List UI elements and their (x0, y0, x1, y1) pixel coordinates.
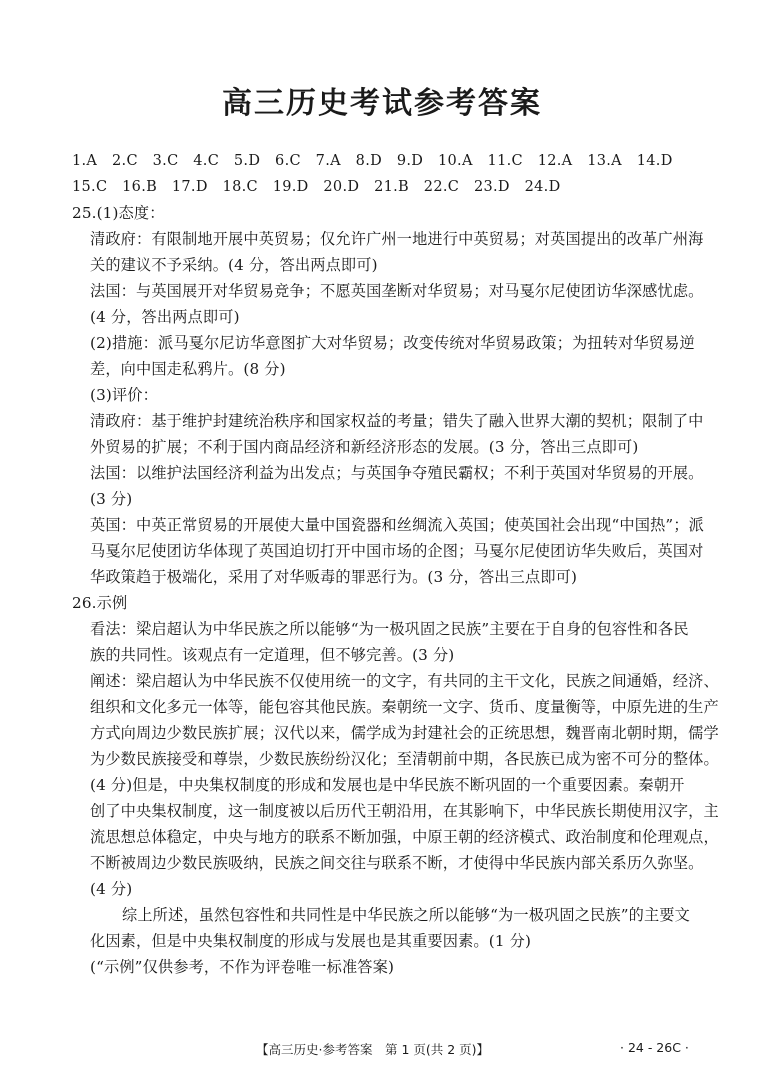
mc-answers-row-2: 15.C 16.B 17.D 18.C 19.D 20.D 21.B 22.C 23.D 24.D (72, 179, 561, 195)
q26-view-1: 看法：梁启超认为中华民族之所以能够“为一极巩固之民族”主要在于自身的包容性和各民 (90, 620, 689, 638)
q26-explain-1: 阐述：梁启超认为中华民族不仅使用统一的文字，有共同的主干文化，民族之间通婚，经济、 (90, 672, 719, 690)
q25-measures-1: (2)措施：派马戛尔尼访华意图扩大对华贸易；改变传统对华贸易政策；为扭转对华贸易逆 (90, 334, 695, 352)
q25-eval-uk-3: 华政策趋于极端化，采用了对华贩毒的罪恶行为。(3 分，答出三点即可) (90, 568, 578, 586)
q26-summary-2: 化因素，但是中央集权制度的形成与发展也是其重要因素。(1 分) (90, 932, 532, 950)
q26-heading: 26.示例 (72, 594, 128, 612)
q26-explain-9: (4 分) (90, 880, 133, 898)
footer-page-label: 【高三历史·参考答案 第 1 页(共 2 页)】 (256, 1042, 490, 1057)
q26-explain-5: (4 分)但是，中央集权制度的形成和发展也是中华民族不断巩固的一个重要因素。秦朝开 (90, 776, 685, 794)
q25-eval-france-1: 法国：以维护法国经济利益为出发点；与英国争夺殖民霸权；不利于英国对华贸易的开展。 (90, 464, 704, 482)
q25-eval-uk-2: 马戛尔尼使团访华体现了英国迫切打开中国市场的企图；马戛尔尼使团访华失败后，英国对 (90, 542, 704, 560)
q26-explain-4: 为少数民族接受和尊崇，少数民族纷纷汉化；至清朝前中期，各民族已成为密不可分的整体。 (90, 750, 719, 768)
q25-qing-line-1: 清政府：有限制地开展中英贸易；仅允许广州一地进行中英贸易；对英国提出的改革广州海 (90, 230, 704, 248)
q26-explain-3: 方式向周边少数民族扩展；汉代以来，儒学成为封建社会的正统思想，魏晋南北朝时期，儒学 (90, 724, 719, 742)
q25-eval-qing-2: 外贸易的扩展；不利于国内商品经济和新经济形态的发展。(3 分，答出三点即可) (90, 438, 639, 456)
mc-answers-row-1: 1.A 2.C 3.C 4.C 5.D 6.C 7.A 8.D 9.D 10.A 11.C 12.A 13.A 14.D (72, 153, 673, 169)
q25-eval-uk-1: 英国：中英正常贸易的开展使大量中国瓷器和丝绸流入英国；使英国社会出现“中国热”；派 (90, 516, 704, 534)
q25-eval-heading: (3)评价： (90, 386, 158, 404)
q25-eval-france-2: (3 分) (90, 490, 133, 508)
q25-heading: 25.(1)态度： (72, 204, 165, 222)
q26-explain-2: 组织和文化多元一体等，能包容其他民族。秦朝统一文字、货币、度量衡等，中原先进的生产 (90, 698, 719, 716)
q25-qing-line-2: 关的建议不予采纳。(4 分，答出两点即可) (90, 256, 378, 274)
footer-code: · 24 - 26C · (620, 1040, 689, 1055)
q26-view-2: 族的共同性。该观点有一定道理，但不够完善。(3 分) (90, 646, 455, 664)
q25-eval-qing-1: 清政府：基于维护封建统治秩序和国家权益的考量；错失了融入世界大潮的契机；限制了中 (90, 412, 704, 430)
q26-note: (“示例”仅供参考，不作为评卷唯一标准答案) (90, 958, 395, 976)
q26-explain-6: 创了中央集权制度，这一制度被以后历代王朝沿用，在其影响下，中华民族长期使用汉字，主 (90, 802, 719, 820)
q25-measures-2: 差，向中国走私鸦片。(8 分) (90, 360, 286, 378)
q25-france-line-2: (4 分，答出两点即可) (90, 308, 240, 326)
q26-summary-1: 综上所述，虽然包容性和共同性是中华民族之所以能够“为一极巩固之民族”的主要文 (122, 906, 690, 924)
page-title: 高三历史考试参考答案 (222, 86, 542, 121)
q26-explain-8: 不断被周边少数民族吸纳，民族之间交往与联系不断，才使得中华民族内部关系历久弥坚。 (90, 854, 704, 872)
q25-france-line-1: 法国：与英国展开对华贸易竞争；不愿英国垄断对华贸易；对马戛尔尼使团访华深感忧虑。 (90, 282, 704, 300)
q26-explain-7: 流思想总体稳定，中央与地方的联系不断加强，中原王朝的经济模式、政治制度和伦理观点， (90, 828, 719, 846)
